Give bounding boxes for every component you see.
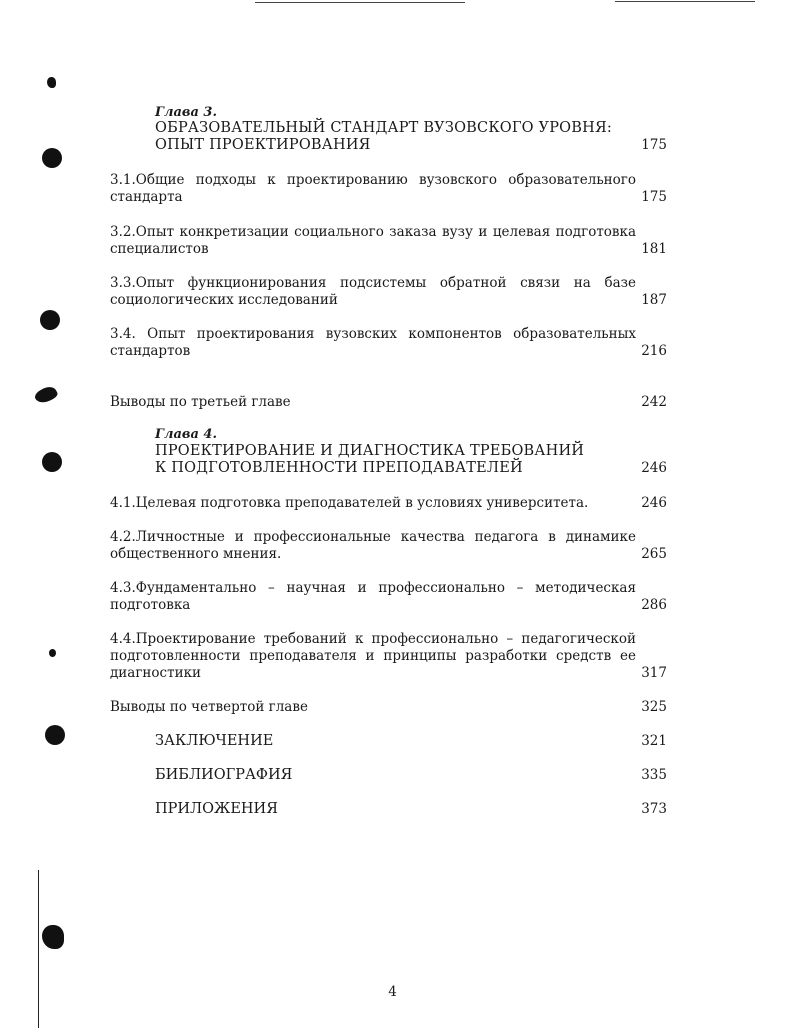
chapter4-title-line2: К ПОДГОТОВЛЕННОСТИ ПРЕПОДАВАТЕЛЕЙ	[155, 460, 523, 476]
punch-hole-1	[42, 148, 62, 168]
toc-entry-3-4-page: 216	[641, 343, 667, 359]
toc-appendices-section-page: 373	[641, 801, 667, 817]
toc-entry-4-1: 4.1.Целевая подготовка преподавателей в условиях университета.	[110, 495, 589, 511]
toc-entry-4-3-cont: подготовка	[110, 597, 191, 613]
toc-entry-4-4-cont2: диагностики	[110, 665, 202, 681]
toc-entry-3-3-page: 187	[641, 292, 667, 308]
toc-entry-3-1: 3.1.Общие подходы к проектированию вузовского образовательного	[110, 172, 636, 188]
toc-appendices-section: ПРИЛОЖЕНИЯ	[155, 801, 278, 817]
chapter3-page: 175	[641, 137, 667, 153]
toc-entry-3-2: 3.2.Опыт конкретизации социального заказа вузу и целевая подготовка	[110, 224, 636, 240]
toc-conclusion-section-page: 321	[641, 733, 667, 749]
toc-entry-4-3-page: 286	[641, 597, 667, 613]
toc-entry-4-1-page: 246	[641, 495, 667, 511]
chapter3-conclusion-page: 242	[641, 394, 667, 410]
page-number: 4	[388, 984, 397, 1000]
chapter3-title-line2: ОПЫТ ПРОЕКТИРОВАНИЯ	[155, 137, 371, 153]
ink-smudge	[33, 383, 59, 406]
toc-entry-3-1-cont: стандарта	[110, 189, 183, 205]
chapter4-conclusion: Выводы по четвертой главе	[110, 699, 308, 715]
punch-mark-tiny	[49, 649, 56, 657]
toc-entry-3-3: 3.3.Опыт функционирования подсистемы обратной связи на базе	[110, 275, 636, 291]
punch-mark-small	[47, 77, 56, 88]
punch-hole-2	[40, 310, 60, 330]
chapter3-title-line1: ОБРАЗОВАТЕЛЬНЫЙ СТАНДАРТ ВУЗОВСКОГО УРОВНЯ:	[155, 120, 612, 136]
toc-entry-4-2: 4.2.Личностные и профессиональные качества педагога в динамике	[110, 529, 636, 545]
toc-entry-3-4: 3.4. Опыт проектирования вузовских компонентов образовательных	[110, 326, 636, 342]
punch-hole-4	[45, 725, 65, 745]
toc-conclusion-section: ЗАКЛЮЧЕНИЕ	[155, 733, 274, 749]
toc-entry-3-1-page: 175	[641, 189, 667, 205]
toc-entry-3-2-page: 181	[641, 241, 667, 257]
toc-entry-3-3-cont: социологических исследований	[110, 292, 338, 308]
toc-entry-4-2-page: 265	[641, 546, 667, 562]
toc-entry-4-4: 4.4.Проектирование требований к профессионально – педагогической	[110, 631, 636, 647]
toc-entry-4-4-cont: подготовленности преподавателя и принципы разработки средств ее	[110, 648, 636, 664]
toc-entry-4-4-page: 317	[641, 665, 667, 681]
chapter4-page: 246	[641, 460, 667, 476]
scan-line-top	[255, 2, 465, 3]
chapter4-conclusion-page: 325	[641, 699, 667, 715]
ink-blob-bottom	[42, 925, 64, 949]
chapter4-label: Глава 4.	[155, 427, 217, 442]
toc-entry-3-2-cont: специалистов	[110, 241, 209, 257]
scan-line-top-right	[615, 1, 755, 2]
punch-hole-3	[42, 452, 62, 472]
chapter3-conclusion: Выводы по третьей главе	[110, 394, 291, 410]
toc-bibliography-section: БИБЛИОГРАФИЯ	[155, 767, 293, 783]
chapter4-title-line1: ПРОЕКТИРОВАНИЕ И ДИАГНОСТИКА ТРЕБОВАНИЙ	[155, 443, 585, 459]
toc-entry-4-2-cont: общественного мнения.	[110, 546, 282, 562]
chapter3-label: Глава 3.	[155, 105, 217, 120]
toc-entry-4-3: 4.3.Фундаментально – научная и профессионально – методическая	[110, 580, 636, 596]
toc-bibliography-section-page: 335	[641, 767, 667, 783]
toc-entry-3-4-cont: стандартов	[110, 343, 191, 359]
left-edge-shadow	[38, 870, 39, 1028]
